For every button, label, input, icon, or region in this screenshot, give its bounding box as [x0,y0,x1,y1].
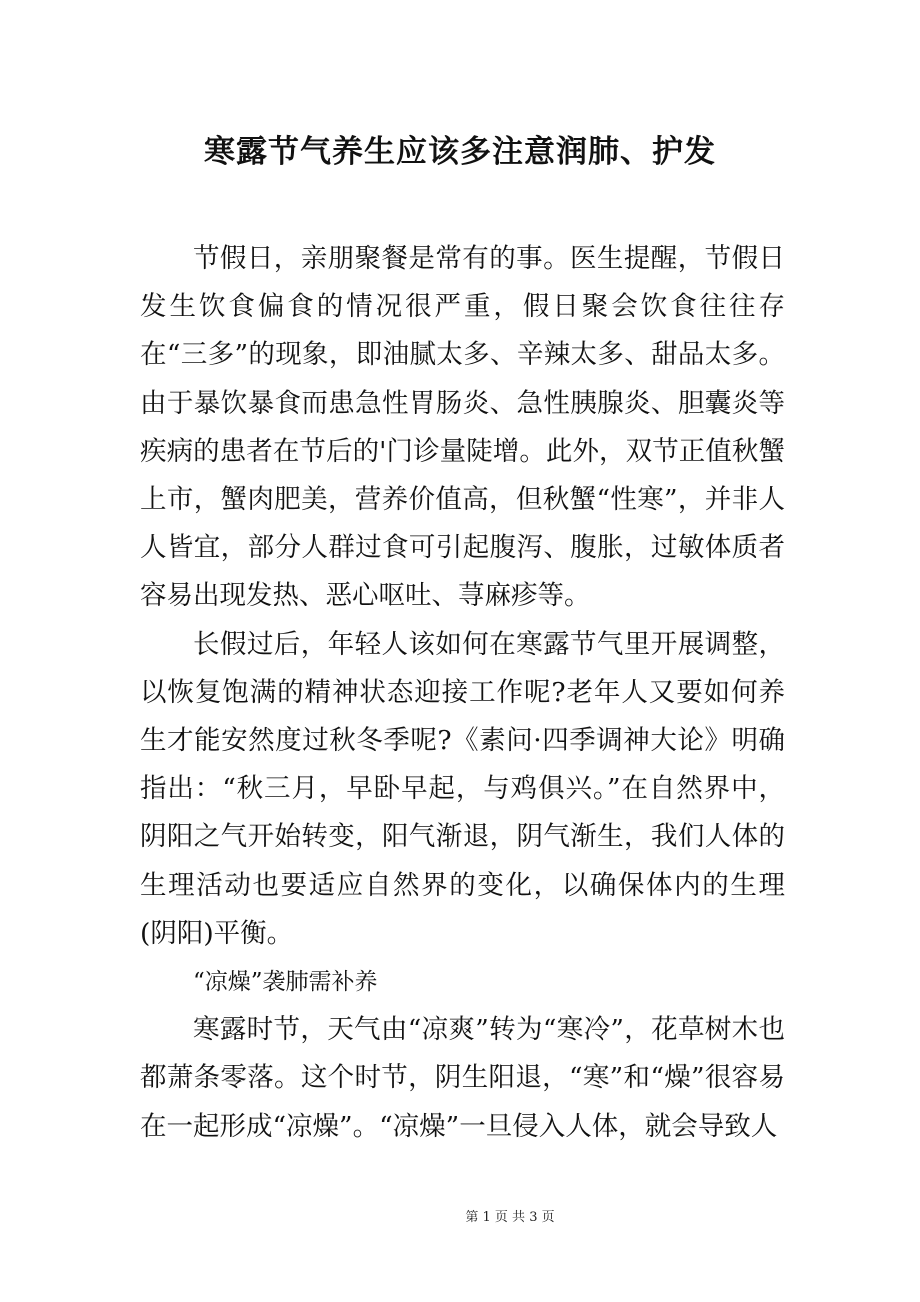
document-body [140,235,785,1151]
document-title: 寒露节气养生应该多注意润肺、护发 [204,134,716,170]
page-number-footer: 第 1 页 共 3 页 [465,1210,555,1225]
section-subheading: “凉燥”袭肺需补养 [193,969,378,996]
paragraph-2: 长假过后，年轻人该如何在寒露节气里开展调整，以恢复饱满的精神状态迎接工作呢?老年人又要如何养生才能安然度过秋冬季呢?《素问·四季调神大论》明确指出：“秋三月，早卧早起，与鸡俱兴。”在自然界中，阴阳之气开始转变，阳气渐退，阴气渐生，我们人体的生理活动也要适应自然界的变化，以确保体内的生理(阴阳)平衡。 [140,628,785,949]
paragraph-1: 节假日，亲朋聚餐是常有的事。医生提醒，节假日发生饮食偏食的情况很严重，假日聚会饮食往往存在“三多”的现象，即油腻太多、辛辣太多、甜品太多。由于暴饮暴食而患急性胃肠炎、急性胰腺炎、胆囊炎等疾病的患者在节后的'门诊量陡增。此外，双节正值秋蟹上市，蟹肉肥美，营养价值高，但秋蟹“性寒”，并非人人皆宜，部分人群过食可引起腹泻、腹胀，过敏体质者容易出现发热、恶心呕吐、荨麻疹等。 [140,243,785,612]
paragraph-3: 寒露时节，天气由“凉爽”转为“寒冷”，花草树木也都萧条零落。这个时节，阴生阳退，“寒”和“燥”很容易在一起形成“凉燥”。“凉燥”一旦侵入人体，就会导致人 [140,1014,785,1142]
